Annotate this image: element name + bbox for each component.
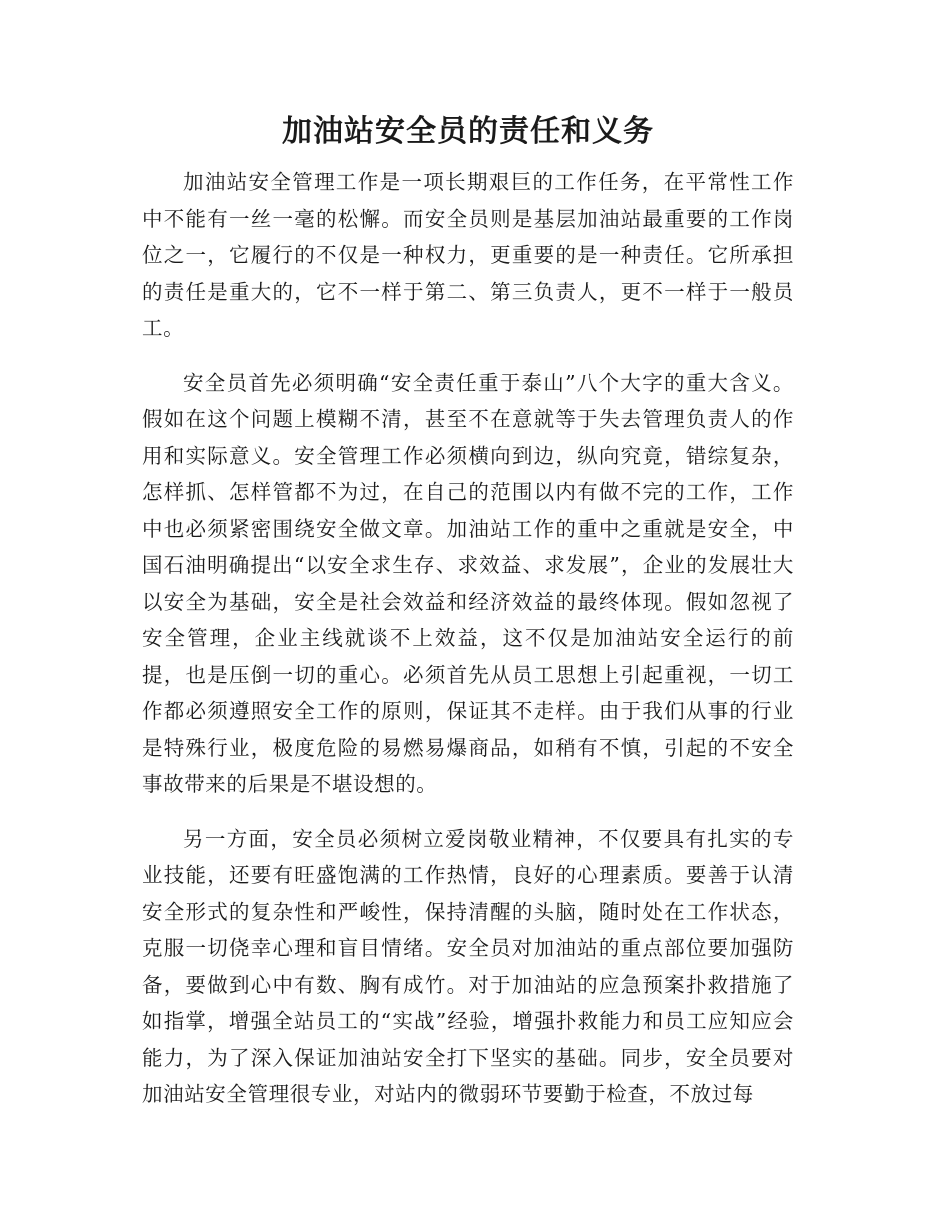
paragraph-1: 加油站安全管理工作是一项长期艰巨的工作任务，在平常性工作中不能有一丝一毫的松懈。而安全员则是基层加油站最重要的工作岗位之一，它履行的不仅是一种权力，更重要的是一种责任。它所承担的责任是重大的，它不一样于第二、第三负责人，更不一样于一般员工。 <box>142 170 794 340</box>
document-title: 加油站安全员的责任和义务 <box>282 114 654 149</box>
document-body <box>142 164 794 1131</box>
paragraph-3: 另一方面，安全员必须树立爱岗敬业精神，不仅要具有扎实的专业技能，还要有旺盛饱满的工作热情，良好的心理素质。要善于认清安全形式的复杂性和严峻性，保持清醒的头脑，随时处在工作状态，克服一切侥幸心理和盲目情绪。安全员对加油站的重点部位要加强防备，要做到心中有数、胸有成竹。对于加油站的应急预案扑救措施了如指掌，增强全站员工的“实战”经验，增强扑救能力和员工应知应会能力，为了深入保证加油站安全打下坚实的基础。同步，安全员要对加油站安全管理很专业，对站内的微弱环节要勤于检查，不放过每 <box>142 826 794 1106</box>
paragraph-2: 安全员首先必须明确“安全责任重于泰山”八个大字的重大含义。假如在这个问题上模糊不清，甚至不在意就等于失去管理负责人的作用和实际意义。安全管理工作必须横向到边，纵向究竟，错综复杂，怎样抓、怎样管都不为过，在自己的范围以内有做不完的工作，工作中也必须紧密围绕安全做文章。加油站工作的重中之重就是安全，中国石油明确提出“以安全求生存、求效益、求发展”，企业的发展壮大以安全为基础，安全是社会效益和经济效益的最终体现。假如忽视了安全管理，企业主线就谈不上效益，这不仅是加油站安全运行的前提，也是压倒一切的重心。必须首先从员工思想上引起重视，一切工作都必须遵照安全工作的原则，保证其不走样。由于我们从事的行业是特殊行业，极度危险的易燃易爆商品，如稍有不慎，引起的不安全事故带来的后果是不堪设想的。 <box>142 370 794 796</box>
